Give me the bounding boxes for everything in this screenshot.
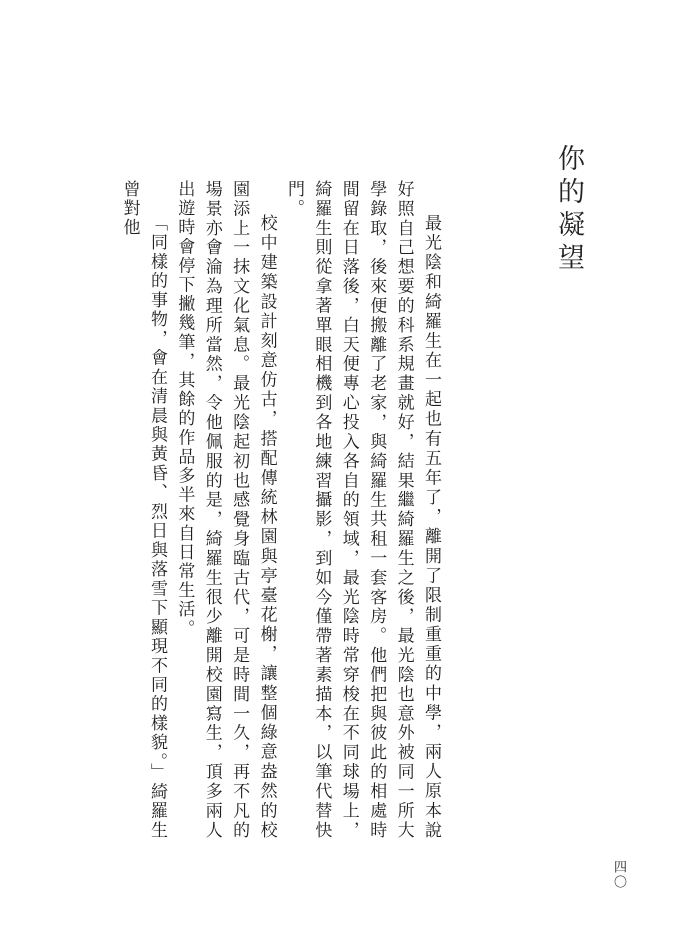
body-text <box>115 180 444 840</box>
paragraph-2: 校中建築設計刻意仿古，搭配傳統林園與亭臺花榭，讓整個綠意盎然的校園添上一抹文化氣息。最光陰起初也感覺身臨古代，可是時間一久，再不凡的場景亦會淪為理所當然，令他佩服的是，綺羅生很少離開校園寫生，頂多兩人出遊時會停下撇幾筆，其餘的作品多半來自日常生活。 <box>174 180 277 840</box>
paragraph-3: 「同樣的事物，會在清晨與黃昏、烈日與落雪下顯現不同的樣貌。」綺羅生曾對他 <box>119 180 167 840</box>
page-number: 四〇 <box>611 860 626 890</box>
paragraph-1: 最光陰和綺羅生在一起也有五年了，離開了限制重重的中學，兩人原本說好照自己想要的科系規畫就好，結果繼綺羅生之後，最光陰也意外被同一所大學錄取，後來便搬離了老家，與綺羅生共租一套客房。他們把與彼此的相處時間留在日落後，白天便專心投入各自的領域，最光陰時常穿梭在不同球場上，綺羅生則從拿著單眼相機到各地練習攝影，到如今僅帶著素描本，以筆代替快門。 <box>283 180 441 840</box>
chapter-title: 你的凝望 <box>553 144 584 276</box>
